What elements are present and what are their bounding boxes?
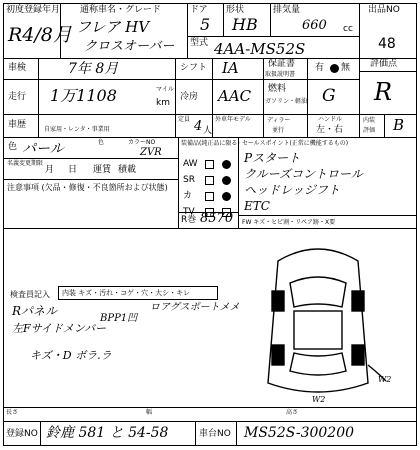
capacity-unit: 人	[203, 126, 213, 136]
grade-value: R	[374, 78, 393, 106]
capacity-value: 4	[194, 119, 203, 134]
rename-day: 日	[68, 165, 78, 175]
interior-sub: 評価	[363, 127, 376, 134]
equipment-title: 装備品(純正品に限る)	[181, 140, 240, 147]
manual-label: 取扱説明書	[265, 71, 296, 78]
equipment-ka-mark-icon	[222, 192, 231, 201]
notes-label: 注意事項 (欠品・修復・不良箇所および状態)	[7, 183, 168, 192]
height-label: 高さ	[286, 409, 299, 416]
first-reg-label: 初度登録年月	[6, 5, 61, 15]
equipment-tv: TV	[183, 207, 195, 217]
wheel-fr	[352, 291, 364, 311]
wheel-rr	[352, 345, 364, 365]
loading-label: 積載	[118, 165, 137, 175]
shape-value: HB	[232, 15, 258, 34]
handle-options: 左・右	[316, 125, 344, 135]
dealer-label: ディラー	[267, 117, 291, 124]
fuel-options: ガソリン・軽油	[265, 98, 308, 105]
car-name-value: フレア HV	[76, 18, 150, 36]
shift-label: シフト	[180, 63, 208, 73]
inspector-note-5: キズ・D ボラ.ラ	[30, 349, 112, 362]
ac-label: 冷房	[180, 92, 199, 102]
inspector-legend: 内装 キズ・汚れ・コゲ・穴・大シ・キレ	[62, 289, 191, 297]
grade-label: 評価点	[370, 59, 398, 69]
name-grade-label: 通称車名・グレード	[80, 5, 162, 15]
inspector-note-4: 左Fサイドメンバー	[12, 322, 106, 335]
wheel-rl	[272, 345, 284, 365]
r-size-value: 8570	[200, 211, 234, 226]
equipment-ka-box-icon	[205, 192, 214, 201]
lot-value: 48	[378, 36, 396, 52]
history-options: 自家用・レンタ・事業用	[44, 126, 110, 133]
selling-point-2: クルーズコントロール	[244, 167, 363, 181]
roof	[294, 311, 342, 349]
warranty-have: 有	[315, 63, 325, 73]
selling-point-3: ヘッドレッジフト	[244, 183, 340, 197]
inspector-note-3: ロアグスポートメメ	[150, 302, 240, 313]
selling-point-4: ETC	[244, 199, 270, 213]
warranty-none: 無	[341, 63, 351, 73]
reg-value: 鈴鹿 581 と 54-58	[46, 425, 169, 441]
equipment-sr: SR	[183, 175, 195, 185]
rename-label: 名義変更期限	[7, 160, 44, 167]
wheel-fl	[272, 291, 284, 311]
r-size-label: R巻	[181, 215, 197, 225]
mileage-value: 1万1108	[50, 86, 117, 105]
inspector-note-1: Rパネル	[12, 304, 58, 318]
equipment-ka: カ	[183, 191, 193, 201]
doors-value: 5	[200, 15, 211, 34]
car-grade-value: クロスオーバー	[84, 39, 175, 54]
car-diagram	[238, 233, 398, 403]
displacement-unit: cc	[343, 24, 353, 34]
selling-points-title: セールスポイント(正常に機能するもの)	[242, 140, 349, 147]
equipment-aw-box-icon	[205, 160, 214, 169]
color-label: 色	[8, 142, 18, 152]
dealer-sub: 並行	[272, 127, 285, 134]
history-label: 車歴	[8, 120, 27, 130]
capacity-label: 定員	[178, 116, 191, 123]
dimensions-row	[3, 407, 417, 422]
selling-points-footer: FW キズ・ヒビ割・リペア跡・X要	[242, 219, 336, 226]
inspector-label: 検査員記入	[10, 290, 50, 299]
equipment-aw-mark-icon	[222, 160, 231, 169]
interior-value: B	[393, 116, 405, 134]
rename-month: 月	[45, 165, 55, 175]
rear-window	[290, 353, 346, 375]
shape-label: 形状	[226, 5, 245, 15]
equipment-aw: AW	[183, 159, 198, 169]
color-value: パール	[22, 141, 64, 157]
interior-label: 内装	[363, 117, 376, 124]
color-sub-label: 色	[98, 139, 105, 146]
equipment-sr-box-icon	[205, 176, 214, 185]
warranty-label: 保証書	[268, 59, 296, 69]
shift-value: IA	[222, 59, 239, 77]
chassis-value: MS52S-300200	[244, 425, 355, 441]
selling-point-1: Pスタート	[244, 151, 301, 165]
color-no-value: ZVR	[140, 147, 162, 158]
lot-label: 出品NO	[368, 5, 400, 15]
import-label: 外車年モデル	[215, 116, 251, 123]
inspection-label: 車検	[8, 63, 27, 73]
fuel-label: 燃料	[268, 84, 287, 94]
fuel-value: G	[322, 86, 336, 106]
length-label: 長さ	[6, 409, 19, 416]
model-label: 型式	[190, 38, 209, 48]
car-outline	[268, 249, 368, 392]
mileage-unit-mile: マイル	[156, 86, 174, 93]
diagram-mark-2: W2	[312, 395, 326, 404]
mileage-unit-km: km	[156, 98, 170, 108]
displacement-value: 660	[302, 18, 327, 33]
model-value: 4AA-MS52S	[214, 40, 306, 58]
equipment-sr-mark-icon	[222, 176, 231, 185]
chassis-label: 車台NO	[199, 429, 231, 439]
color-no-label: カラーNO	[128, 139, 156, 146]
windshield	[290, 277, 346, 307]
freight-label: 運賃	[93, 165, 112, 175]
inspector-note-2: BPP1凹	[100, 313, 138, 324]
diagram-mark-1: W2	[378, 375, 392, 384]
doors-label: ドア	[190, 5, 208, 15]
reg-label: 登録NO	[6, 429, 38, 439]
inspection-value: 7年 8月	[68, 61, 119, 77]
mileage-label: 走行	[8, 92, 27, 102]
displacement-label: 排気量	[273, 5, 301, 15]
handle-label: ハンドル	[318, 116, 343, 123]
warranty-mark-icon	[330, 64, 339, 73]
width-label: 幅	[146, 409, 153, 416]
first-reg-value: R4/8月	[8, 24, 72, 46]
ac-value: AAC	[218, 87, 252, 105]
